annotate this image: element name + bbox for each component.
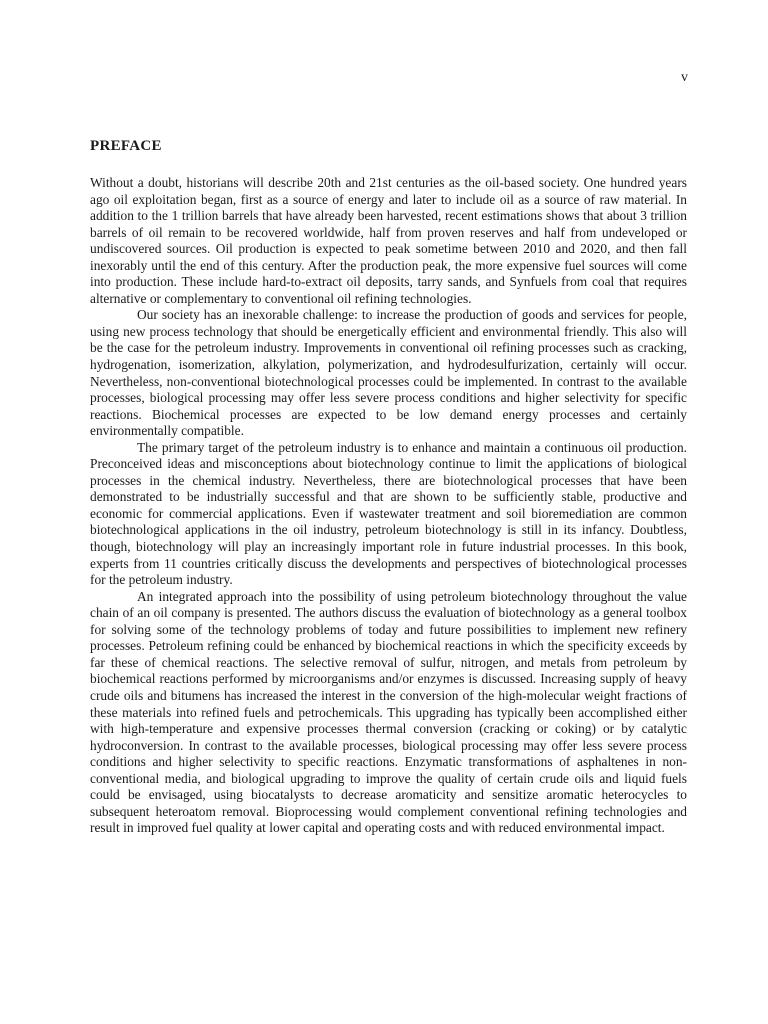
page-number: v — [681, 70, 688, 85]
paragraph-1: Without a doubt, historians will describe 20th and 21st centuries as the oil-based society. One hundred years ago oil exploitation began, first as a source of energy and later to include oil as a source of raw material. In addition to the 1 trillion barrels that have already been harvested, recent estimations shows that about 3 trillion barrels of oil remain to be recovered worldwide, half from proven reserves and half from undeveloped or undiscovered sources. Oil production is expected to peak sometime between 2010 and 2020, and then fall inexorably until the end of this century. After the production peak, the more expensive fuel sources will come into production. These include hard-to-extract oil deposits, tarry sands, and Synfuels from coal that requires alternative or complementary to conventional oil refining technologies. — [90, 175, 687, 306]
paragraph-2: Our society has an inexorable challenge: to increase the production of goods and services for people, using new process technology that should be energetically efficient and environmental friendly. This also will be the case for the petroleum industry. Improvements in conventional oil refining processes such as cracking, hydrogenation, isomerization, alkylation, polymerization, and hydrodesulfurization, certainly will occur. Nevertheless, non-conventional biotechnological processes could be implemented. In contrast to the available processes, biological processing may offer less severe process conditions and higher selectivity for specific reactions. Biochemical processes are expected to be low demand energy processes and certainly environmentally compatible. — [90, 307, 687, 439]
paragraph-3: The primary target of the petroleum industry is to enhance and maintain a continuous oil production. Preconceived ideas and misconceptions about biotechnology continue to limit the applications of biological processes in the chemical industry. Nevertheless, there are biotechnological processes that have been demonstrated to be industrially successful and that are shown to be sufficiently stable, productive and economic for commercial applications. Even if wastewater treatment and soil bioremediation are common biotechnological applications in the oil industry, petroleum biotechnology is still in its infancy. Doubtless, though, biotechnology will play an increasingly important role in future industrial processes. In this book, experts from 11 countries critically discuss the developments and perspectives of biotechnological processes for the petroleum industry. — [90, 439, 687, 588]
body-text — [90, 175, 687, 837]
section-heading: PREFACE — [90, 138, 162, 154]
paragraph-4: An integrated approach into the possibility of using petroleum biotechnology throughout the value chain of an oil company is presented. The authors discuss the evaluation of biotechnology as a general toolbox for solving some of the technology problems of today and future possibilities to implement new refinery processes. Petroleum refining could be enhanced by biochemical reactions in which the specificity exceeds by far these of chemical reactions. The selective removal of sulfur, nitrogen, and metals from petroleum by biochemical reactions performed by microorganisms and/or enzymes is discussed. Increasing supply of heavy crude oils and bitumens has increased the interest in the conversion of the high-molecular weight fractions of these materials into refined fuels and petrochemicals. This upgrading has typically been accomplished either with high-temperature and expensive processes thermal conversion (cracking or coking) or by catalytic hydroconversion. In contrast to the available processes, biological processing may offer less severe process conditions and higher selectivity to specific reactions. Enzymatic transformations of asphaltenes in non- conventional media, and biological upgrading to improve the quality of certain crude oils and liquid fuels could be envisaged, using biocatalysts to decrease aromaticity and sensitize aromatic heterocycles to subsequent heteroatom removal. Bioprocessing would complement conventional refining technologies and result in improved fuel quality at lower capital and operating costs and with reduced environmental impact. — [90, 588, 687, 836]
